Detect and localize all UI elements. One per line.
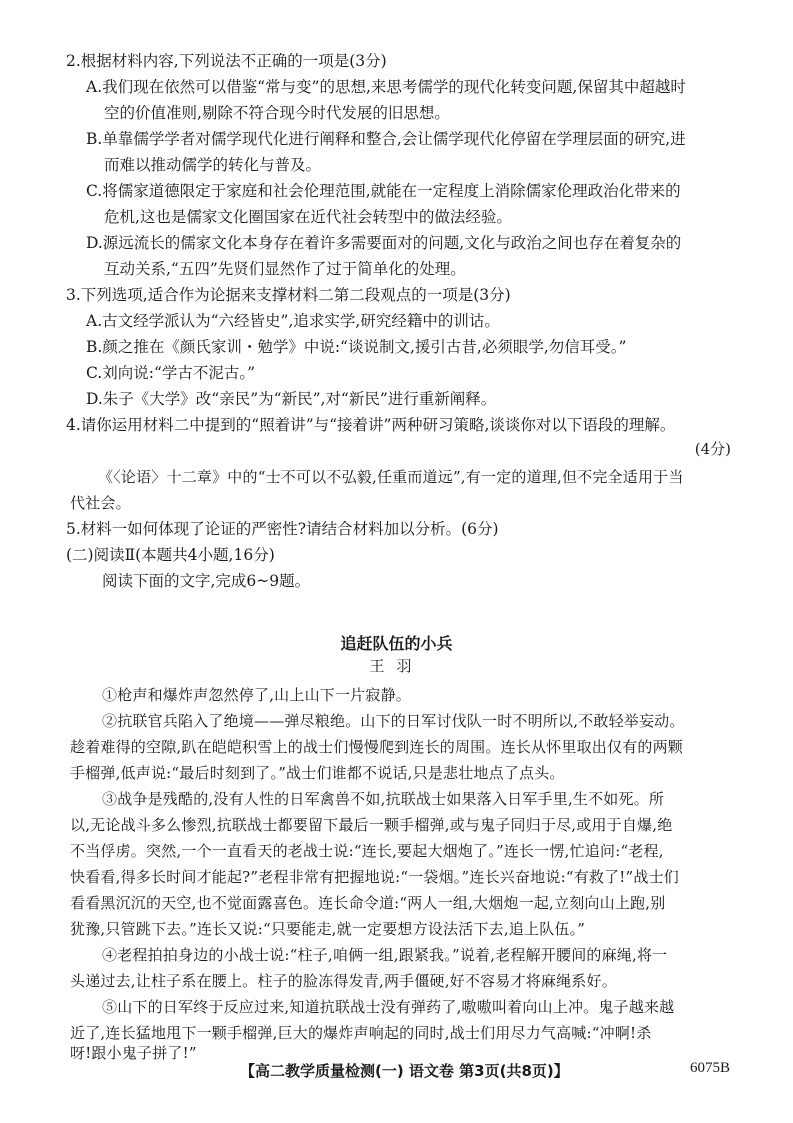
question-3-stem: 3.下列选项,适合作为论据来支撑材料二第二段观点的一项是(3分) (66, 286, 511, 304)
question-3-option-c: C.刘向说:“学古不泥古。” (86, 364, 256, 382)
story-author: 王羽 (369, 657, 424, 675)
story-paragraph-2-line: 趁着难得的空隙,趴在皑皑积雪上的战士们慢慢爬到连长的周围。连长从怀里取出仅有的两颗 (70, 738, 683, 756)
section-instruction: 阅读下面的文字,完成6~9题。 (102, 572, 311, 590)
question-3-option-d: D.朱子《大学》改“亲民”为“新民”,对“新民”进行重新阐释。 (86, 390, 497, 408)
question-2-option-c-cont: 危机,这也是儒家文化圈国家在近代社会转型中的做法经验。 (104, 208, 512, 226)
question-4-quote: 《〈论语〉十二章》中的“士不可以不弘毅,任重而道远”,有一定的道理,但不完全适用于当 (98, 468, 684, 486)
question-2-option-a: A.我们现在依然可以借鉴“常与变”的思想,来思考儒学的现代化转变问题,保留其中超越时 (86, 78, 686, 96)
footer-code: 6075B (690, 1060, 731, 1076)
question-4-score: (4分) (694, 440, 731, 458)
question-2-option-d-cont: 互动关系,“五四”先贤们显然作了过于简单化的处理。 (104, 260, 466, 278)
story-paragraph-4-line: 头递过去,让柱子系在腰上。柱子的脸冻得发青,两手僵硬,好不容易才将麻绳系好。 (70, 972, 617, 990)
footer-page-info: 【高二教学质量检测(一) 语文卷 第3页(共8页)】 (240, 1062, 569, 1080)
story-paragraph-3-line: 以,无论战斗多么惨烈,抗联战士都要留下最后一颗手榴弹,或与鬼子同归于尽,或用于自爆,绝 (70, 816, 673, 834)
story-paragraph-3: ③战争是残酷的,没有人性的日军禽兽不如,抗联战士如果落入日军手里,生不如死。所 (102, 790, 665, 808)
story-paragraph-4: ④老程拍拍身边的小战士说:“柱子,咱俩一组,跟紧我。”说着,老程解开腰间的麻绳,将一 (102, 946, 668, 964)
story-paragraph-3-line: 看看黑沉沉的天空,也不觉面露喜色。连长命令道:“两人一组,大烟炮一起,立刻向山上跑,别 (70, 894, 666, 912)
question-3-option-a: A.古文经学派认为“六经皆史”,追求实学,研究经籍中的训诂。 (86, 312, 500, 330)
question-4-quote-cont: 代社会。 (70, 494, 131, 512)
story-paragraph-3-line: 犹豫,只管跳下去。”连长又说:“只要能走,就一定要想方设法活下去,追上队伍。” (70, 920, 586, 938)
story-title: 追赶队伍的小兵 (340, 634, 453, 653)
story-paragraph-2-line: 手榴弹,低声说:“最后时刻到了。”战士们谁都不说话,只是悲壮地点了点头。 (70, 764, 565, 782)
story-paragraph-5: ⑤山下的日军终于反应过来,知道抗联战士没有弹药了,嗷嗷叫着向山上冲。鬼子越来越 (102, 998, 675, 1016)
question-2-option-c: C.将儒家道德限定于家庭和社会伦理范围,就能在一定程度上消除儒家伦理政治化带来的 (86, 182, 681, 200)
question-5-stem: 5.材料一如何体现了论证的严密性?请结合材料加以分析。(6分) (66, 520, 499, 538)
question-2-option-b: B.单靠儒学学者对儒学现代化进行阐释和整合,会让儒学现代化停留在学理层面的研究,进 (86, 130, 686, 148)
story-paragraph-5-line: 近了,连长猛地甩下一颗手榴弹,巨大的爆炸声响起的同时,战士们用尽力气高喊:“冲啊!杀 (70, 1024, 652, 1042)
story-paragraph-5-last: 呀!跟小鬼子拼了!” (70, 1044, 197, 1062)
question-2-option-a-cont: 空的价值准则,剔除不符合现今时代发展的旧思想。 (104, 104, 450, 122)
story-paragraph-3-line: 快看看,得多长时间才能起?”老程非常有把握地说:“一袋烟。”连长兴奋地说:“有救了!”战士们 (70, 868, 679, 886)
question-2-option-d: D.源远流长的儒家文化本身存在着许多需要面对的问题,文化与政治之间也存在着复杂的 (86, 234, 682, 252)
question-2-option-b-cont: 而难以推动儒学的转化与普及。 (104, 156, 322, 174)
question-2-stem: 2.根据材料内容,下列说法不正确的一项是(3分) (66, 52, 387, 70)
question-3-option-b: B.颜之推在《颜氏家训・勉学》中说:“谈说制文,援引古昔,必须眼学,勿信耳受。” (86, 338, 627, 356)
question-4-stem: 4.请你运用材料二中提到的“照着讲”与“接着讲”两种研习策略,谈谈你对以下语段的理解。 (66, 416, 676, 434)
story-paragraph-2: ②抗联官兵陷入了绝境——弹尽粮绝。山下的日军讨伐队一时不明所以,不敢轻举妄动。 (102, 712, 685, 730)
story-paragraph-1: ①枪声和爆炸声忽然停了,山上山下一片寂静。 (102, 686, 411, 704)
story-paragraph-3-line: 不当俘虏。突然,一个一直看天的老战士说:“连长,要起大烟炮了。”连长一愣,忙追问:“老程, (70, 842, 664, 860)
section-heading: (二)阅读Ⅱ(本题共4小题,16分) (66, 546, 275, 564)
